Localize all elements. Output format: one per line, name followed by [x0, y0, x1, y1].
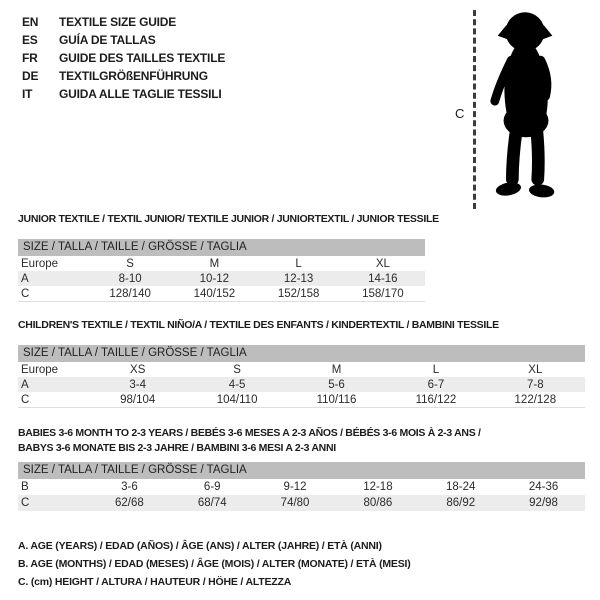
- row-label: C: [21, 393, 30, 406]
- cell: 5-6: [328, 378, 345, 391]
- baby-silhouette-icon: [486, 8, 568, 206]
- cell: 104/110: [216, 393, 258, 406]
- cell: L: [432, 363, 440, 376]
- children-table-title: CHILDREN'S TEXTILE / TEXTIL NIÑO/A / TEXTILE DES ENFANTS / KINDERTEXTIL / BAMBINI TESSILE: [18, 319, 499, 331]
- cell: S: [126, 257, 134, 270]
- language-code: FR: [22, 51, 38, 65]
- cell: 4-5: [228, 378, 246, 391]
- cell: 3-4: [129, 378, 147, 391]
- size-header-bar: SIZE / TALLA / TAILLE / GRÖSSE / TAGLIA: [18, 239, 425, 256]
- cell: 3-6: [121, 481, 138, 493]
- height-measure-label: C: [455, 106, 465, 121]
- legend-age-months: B. AGE (MONTHS) / EDAD (MESES) / ÂGE (MOIS) / ALTER (MONATE) / ETÀ (MESI): [18, 558, 411, 570]
- babies-table-section: [18, 426, 585, 511]
- height-measure-line: [473, 10, 476, 209]
- row-label: C: [21, 287, 30, 300]
- cell: 68/74: [197, 497, 227, 509]
- table-row-age: [18, 377, 585, 392]
- row-label: A: [21, 378, 29, 391]
- babies-table: [18, 462, 585, 511]
- table-row-months: [18, 479, 585, 495]
- children-table-section: [18, 318, 585, 408]
- babies-table-title-line1: BABIES 3-6 MONTH TO 2-3 YEARS / BEBÉS 3-6 MESES A 2-3 AÑOS / BÉBÉS 3-6 MOIS À 2-3 ANS /: [18, 427, 481, 439]
- babies-table-title: [18, 426, 585, 456]
- language-code: IT: [22, 87, 33, 101]
- cell: 10-12: [199, 272, 230, 285]
- cell: 74/80: [280, 497, 310, 509]
- cell: 122/128: [514, 393, 557, 406]
- language-code: DE: [22, 69, 39, 83]
- language-label: GUIDA ALLE TAGLIE TESSILI: [59, 87, 222, 101]
- cell: XL: [528, 363, 543, 376]
- cell: 6-9: [203, 481, 221, 493]
- table-row-europe: [18, 256, 425, 271]
- cell: S: [233, 363, 241, 376]
- cell: 98/104: [120, 393, 156, 406]
- table-row-height: [18, 286, 425, 301]
- language-row-fr: [22, 49, 225, 67]
- legend: [18, 537, 411, 591]
- language-row-en: [22, 13, 225, 31]
- cell: 24-36: [528, 481, 559, 493]
- cell: XL: [375, 257, 390, 270]
- cell: 92/98: [529, 497, 558, 509]
- cell: 152/158: [277, 287, 320, 300]
- junior-table-section: [18, 212, 439, 302]
- language-list: [22, 13, 225, 103]
- cell: 158/170: [362, 287, 404, 300]
- language-label: GUIDE DES TAILLES TEXTILE: [59, 51, 226, 65]
- table-row-age: [18, 271, 425, 286]
- cell: 86/92: [446, 497, 476, 509]
- cell: L: [295, 257, 302, 270]
- cell: 80/86: [363, 497, 393, 509]
- language-code: EN: [22, 15, 39, 29]
- language-row-it: [22, 85, 225, 103]
- cell: 7-8: [527, 378, 544, 391]
- size-header-bar: SIZE / TALLA / TAILLE / GRÖSSE / TAGLIA: [18, 462, 585, 479]
- cell: M: [209, 257, 220, 270]
- language-row-es: [22, 31, 225, 49]
- table-row-europe: [18, 362, 585, 377]
- language-label: GUÍA DE TALLAS: [59, 33, 156, 47]
- language-label: TEXTILGRÖßENFÜHRUNG: [59, 69, 208, 83]
- size-header-bar: SIZE / TALLA / TAILLE / GRÖSSE / TAGLIA: [18, 345, 585, 362]
- cell: 14-16: [368, 272, 398, 285]
- junior-table: [18, 239, 425, 302]
- row-label: Europe: [21, 257, 59, 270]
- row-label: Europe: [21, 363, 59, 376]
- language-code: ES: [22, 33, 38, 47]
- table-row-height: [18, 495, 585, 511]
- row-label: B: [21, 481, 29, 493]
- language-label: TEXTILE SIZE GUIDE: [59, 15, 177, 29]
- row-label: C: [21, 497, 30, 509]
- table-row-height: [18, 392, 585, 407]
- cell: 6-7: [427, 378, 445, 391]
- babies-table-title-line2: BABYS 3-6 MONATE BIS 2-3 JAHRE / BAMBINI 3-6 MESI A 2-3 ANNI: [18, 442, 336, 454]
- legend-age-years: A. AGE (YEARS) / EDAD (AÑOS) / ÂGE (ANS) / ALTER (JAHRE) / ETÀ (ANNI): [18, 540, 382, 552]
- cell: XS: [130, 363, 146, 376]
- cell: 128/140: [109, 287, 151, 300]
- cell: 110/116: [316, 393, 357, 406]
- junior-table-title: JUNIOR TEXTILE / TEXTIL JUNIOR/ TEXTILE JUNIOR / JUNIORTEXTIL / JUNIOR TESSILE: [18, 213, 439, 225]
- row-label: A: [21, 272, 29, 285]
- cell: 140/152: [193, 287, 236, 300]
- cell: 62/68: [115, 497, 144, 509]
- legend-height: C. (cm) HEIGHT / ALTURA / HAUTEUR / HÖHE / ALTEZZA: [18, 576, 292, 588]
- cell: M: [331, 363, 342, 376]
- children-table: [18, 345, 585, 408]
- cell: 12-13: [283, 272, 314, 285]
- cell: 12-18: [363, 481, 393, 493]
- cell: 116/122: [415, 393, 457, 406]
- cell: 8-10: [118, 272, 142, 285]
- cell: 18-24: [446, 481, 476, 493]
- language-row-de: [22, 67, 225, 85]
- cell: 9-12: [283, 481, 307, 493]
